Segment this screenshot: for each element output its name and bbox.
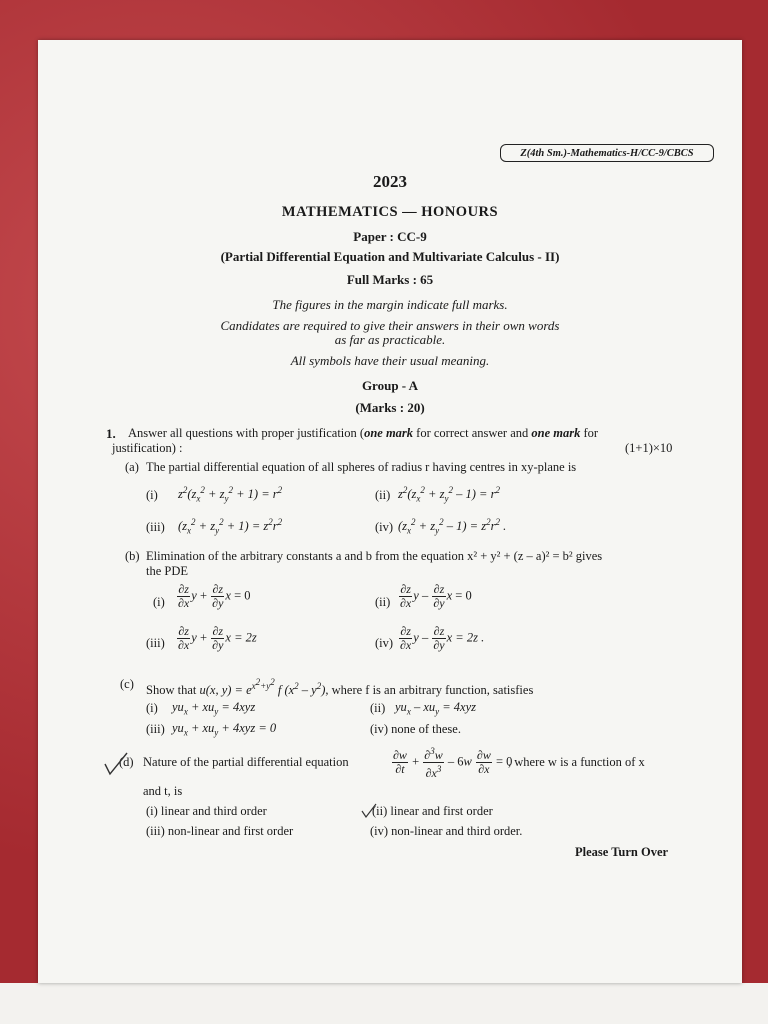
subquestion-d-suffix: , where w is a function of x	[508, 755, 645, 769]
instruction-line: Candidates are required to give their answers in their own words	[220, 318, 560, 333]
option-a-iii-equation: $(z_x^2 + z_y^2 + 1) = z^2r^2$	[178, 517, 283, 536]
equation-rhs: = 0	[234, 588, 251, 603]
equation-rhs: = 2z	[234, 630, 257, 645]
subquestion-c-suffix: , where f is an arbitrary function, satisfies	[325, 683, 534, 698]
option-label: (ii)	[375, 488, 391, 502]
option-c-iv: (iv) none of these.	[370, 722, 461, 736]
paper-title: (Partial Differential Equation and Multivariate Calculus - II)	[220, 249, 560, 264]
subquestion-label: (d)	[119, 755, 134, 769]
option-d-i: (i) linear and third order	[146, 804, 267, 818]
subquestion-label: (b)	[125, 549, 140, 563]
paper-number: Paper : CC-9	[353, 229, 427, 244]
subquestion-c-prefix: Show that	[146, 683, 197, 698]
instruction-text: for	[580, 426, 599, 440]
question-1-instruction	[128, 426, 678, 441]
option-d-ii: (ii) linear and first order	[372, 804, 493, 818]
option-label: (iv)	[375, 636, 394, 650]
subquestion-c-text	[146, 677, 533, 698]
subquestion-label: (c)	[120, 677, 134, 691]
background-bottom-band	[0, 983, 768, 1024]
option-d-iv: (iv) non-linear and third order.	[370, 824, 523, 838]
subquestion-c-function: u(x, $y) = e^{x^2+y^2}$ f $(x^2 - y^2)$	[199, 677, 326, 698]
subject-title: MATHEMATICS — HONOURS	[281, 204, 499, 220]
option-label: (ii)	[370, 701, 386, 715]
option-label: (iv)	[375, 520, 394, 534]
instruction-line: All symbols have their usual meaning.	[290, 353, 490, 368]
option-b-ii-equation: $\frac{\partial z}{\partial x}$ y – $\frac{\partial z}{\partial y}$ x = 0	[400, 582, 472, 610]
option-a-i-equation: $z^2(z_x^2 + z_y^2 + 1) = r^2$	[178, 485, 283, 504]
instruction-text: Answer all questions with proper justification (	[128, 426, 365, 440]
emphasis-text: one mark	[531, 426, 581, 440]
option-a-ii-equation: $z^2(z_x^2 + z_y^2 - 1) = r^2$	[398, 485, 500, 504]
emphasis-text: one mark	[364, 426, 414, 440]
instruction-text: for correct answer and	[413, 426, 532, 440]
equation-rhs: = 0	[455, 588, 472, 603]
option-label: (iii)	[146, 520, 165, 534]
please-turn-over: Please Turn Over	[575, 845, 669, 859]
option-label: (iii)	[146, 722, 165, 736]
subquestion-a-text: The partial differential equation of all spheres of radius r having centres in xy-plane is	[146, 460, 577, 474]
option-label: (i)	[153, 595, 165, 609]
question-1-instruction-cont: justification) :	[112, 441, 183, 455]
option-d-iii: (iii) non-linear and first order	[146, 824, 294, 838]
paper-code-box: Z(4th Sm.)-Mathematics-H/CC-9/CBCS	[500, 144, 714, 162]
option-label: (iii)	[146, 636, 165, 650]
subquestion-d-text: Nature of the partial differential equation	[143, 755, 349, 769]
option-a-iv-equation: $(z_x^2 + z_y^2 - 1) = z^2r^2$ .	[398, 517, 507, 536]
group-title: Group - A	[361, 378, 419, 393]
question-number: 1.	[106, 426, 116, 441]
option-label: (ii)	[375, 595, 391, 609]
subquestion-d-text-cont: and t, is	[143, 784, 183, 798]
option-label: (i)	[146, 701, 158, 715]
group-marks: (Marks : 20)	[355, 400, 425, 415]
option-c-ii-equation: $yu_x - xu_y = 4xyz$	[395, 700, 477, 717]
option-b-iii-equation: $\frac{\partial z}{\partial x}$ y + $\frac{\partial z}{\partial y}$ x = 2z	[178, 624, 257, 652]
option-c-iii-equation: $yu_x + xu_y + 4xyz = 0$	[172, 721, 277, 738]
subquestion-d-equation: $\frac{\partial w}{\partial t}$ + $\frac{\partial^3w}{\partial x^3}$ – 6w $\frac{\partial w}{\partial x}$ = 0	[393, 746, 513, 780]
equation-rhs: = 2z .	[455, 630, 485, 645]
exam-paper-sheet	[38, 40, 742, 983]
subquestion-label: (a)	[125, 460, 139, 474]
full-marks: Full Marks : 65	[346, 272, 434, 287]
handwritten-tick-mark	[102, 750, 130, 778]
exam-year: 2023	[373, 172, 407, 191]
question-marks: (1+1)×10	[625, 441, 673, 455]
handwritten-tick-mark	[360, 802, 378, 820]
option-b-i-equation: $\frac{\partial z}{\partial x}$ y + $\frac{\partial z}{\partial y}$ x = 0	[178, 582, 251, 610]
instruction-line: The figures in the margin indicate full marks.	[272, 297, 508, 312]
subquestion-b-text: Elimination of the arbitrary constants a and b from the equation x² + y² + (z – a)² = b² gives	[146, 549, 603, 563]
instruction-line: as far as practicable.	[334, 332, 446, 347]
option-c-i-equation: $yu_x + xu_y = 4xyz$	[172, 700, 256, 717]
subquestion-b-text-cont: the PDE	[146, 564, 189, 578]
option-label: (i)	[146, 488, 158, 502]
option-b-iv-equation: $\frac{\partial z}{\partial x}$ y – $\frac{\partial z}{\partial y}$ x = 2z .	[400, 624, 485, 652]
